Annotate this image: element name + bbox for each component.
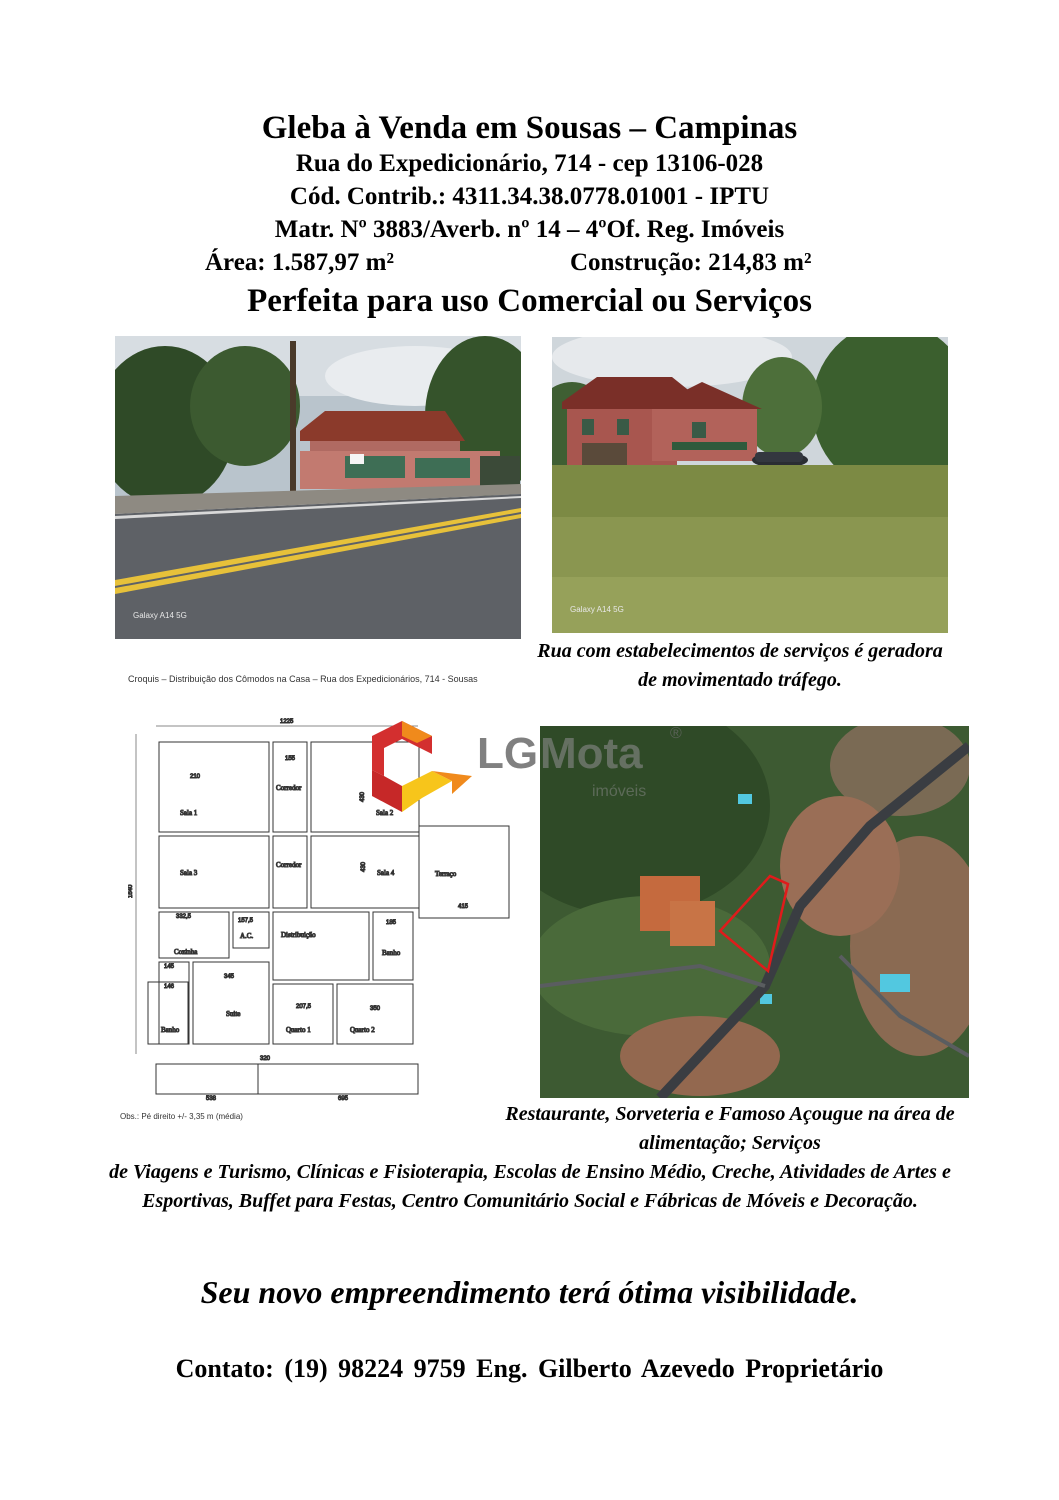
slogan: Seu novo empreendimento terá ótima visibilidade. (200, 1274, 859, 1310)
dim-210: 210 (190, 774, 201, 780)
tax-code-line: Cód. Contrib.: 4311.34.38.0778.01001 - IPTU (289, 183, 770, 210)
dim-145: 145 (164, 964, 175, 970)
street-caption: Rua com estabelecimentos de serviços é geradora de movimentado tráfego. (537, 640, 943, 691)
dim-538: 538 (206, 1096, 217, 1102)
room-cozinha: Cozinha (174, 948, 198, 956)
aerial-caption-part1: Restaurante, Sorveteria e Famoso Açougue na área de alimentação; Serviços (505, 1103, 955, 1154)
floor-plan-note: Obs.: Pé direito +/- 3,35 m (média) (120, 1112, 243, 1121)
contact-line: Contato: (19) 98224 9759 Eng. Gilberto Azevedo Proprietário (175, 1354, 884, 1383)
room-quarto1: Quarto 1 (286, 1026, 311, 1034)
dim-350: 350 (370, 1006, 381, 1012)
logo-text-lg: LG (477, 729, 539, 778)
street-photo (115, 336, 521, 639)
dim-155: 155 (285, 756, 296, 762)
dim-430b: 430 (361, 861, 367, 872)
dim-146: 146 (164, 984, 175, 990)
aerial-caption-part2: de Viagens e Turismo, Clínicas e Fisioterapia, Escolas de Ensino Médio, Creche, Atividades de Artes e Esportivas, Buffet para Festas, Centro Comunitário Social e Fábricas de Móveis e Decoração. (109, 1161, 951, 1212)
address-line: Rua do Expedicionário, 714 - cep 13106-028 (295, 150, 764, 177)
dim-345: 345 (224, 974, 235, 980)
registry-line: Matr. Nº 3883/Averb. nº 14 – 4ºOf. Reg. Imóveis (274, 216, 785, 243)
dim-415: 415 (458, 904, 469, 910)
dim-left: 1640 (128, 884, 134, 898)
dim-320: 320 (260, 1056, 271, 1062)
dim-1575: 157,5 (238, 918, 254, 924)
dim-695: 695 (338, 1096, 349, 1102)
dim-3325: 332,5 (176, 914, 192, 920)
room-suite: Suite (226, 1010, 241, 1018)
construction-value: Construção: 214,83 m² (570, 249, 812, 276)
area-value: Área: 1.587,97 m² (205, 249, 394, 276)
logo-registered: ® (670, 725, 682, 742)
room-sala4: Sala 4 (377, 869, 395, 877)
camera-watermark: Galaxy A14 5G (570, 605, 624, 614)
camera-watermark: Galaxy A14 5G (133, 611, 187, 620)
page-title: Gleba à Venda em Sousas – Campinas (261, 110, 798, 146)
room-sala1: Sala 1 (180, 809, 198, 817)
room-quarto2: Quarto 2 (350, 1026, 375, 1034)
room-corredor2: Corredor (276, 861, 302, 869)
dim-185: 185 (386, 920, 397, 926)
dim-2075: 207,5 (296, 1004, 312, 1010)
lg-mota-logo (372, 716, 692, 816)
dim-top: 1225 (280, 719, 294, 725)
room-terraco: Terraço (435, 870, 457, 878)
room-sala3: Sala 3 (180, 869, 198, 877)
room-banho1: Banho (382, 949, 401, 957)
headline: Perfeita para uso Comercial ou Serviços (247, 283, 812, 319)
room-corredor1: Corredor (276, 784, 302, 792)
floor-plan-caption: Croquis – Distribuição dos Cômodos na Casa – Rua dos Expedicionários, 714 - Sousas (128, 674, 478, 684)
yard-photo (552, 337, 948, 633)
dim-430a: 430 (360, 791, 366, 802)
room-sala2: Sala 2 (376, 809, 394, 817)
room-ac: A.C. (240, 932, 254, 940)
logo-text-mota: Mota (540, 729, 643, 778)
logo-sub: imóveis (592, 783, 647, 800)
room-distribuicao: Distribuição (281, 931, 316, 939)
room-banho2: Banho (161, 1026, 180, 1034)
